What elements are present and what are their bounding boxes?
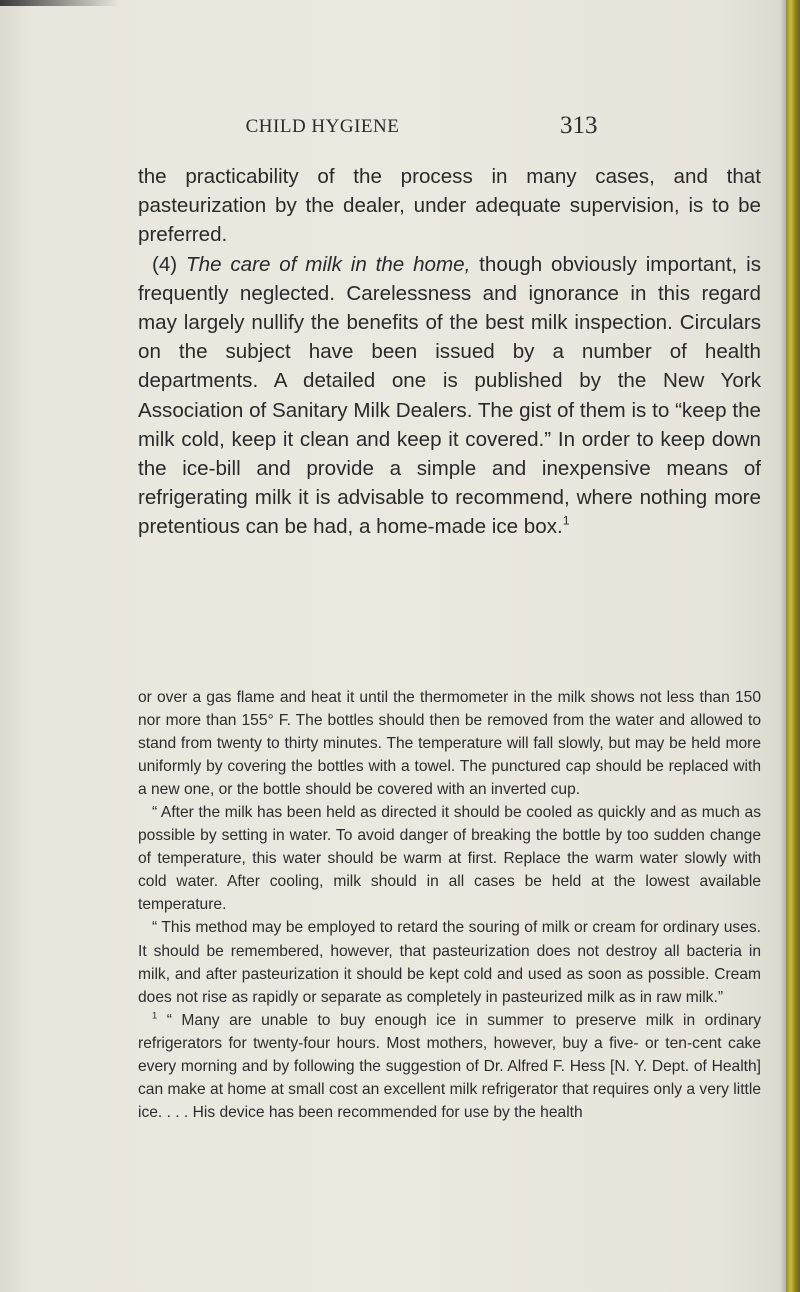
main-text xyxy=(138,162,761,542)
paragraph-2 xyxy=(138,250,761,542)
paragraph-2-number: (4) xyxy=(152,252,178,276)
page-number: 313 xyxy=(560,112,598,139)
footnotes xyxy=(138,686,761,1124)
running-title: CHILD HYGIENE xyxy=(245,116,400,137)
page-header xyxy=(0,112,800,142)
page-edge xyxy=(786,0,800,1292)
footnote-marker: 1 xyxy=(152,1010,158,1021)
footnote-continuation-2: “ After the milk has been held as directed it should be cooled as quickly and as much as possible by setting in water. To avoid danger of breaking the bottle by too sudden change of temperature, this water should be warm at first. Replace the warm water slowly with cold water. After cooling, milk should in all cases be held at the lowest available temperature. xyxy=(138,804,761,914)
scan-shadow xyxy=(0,0,120,6)
footnote-continuation-3: “ This method may be employed to retard the souring of milk or cream for ordinary uses. It should be remembered, however, that pasteurization does not destroy all bacteria in milk, and after pasteurization it should be kept cold and used as soon as possible. Cream does not rise as rapidly or separate as completely in pasteurized milk as in raw milk.” xyxy=(138,919,761,1006)
footnote-continuation-1: or over a gas flame and heat it until the thermometer in the milk shows not less than 150 nor more than 155° F. The bottles should then be removed from the water and allowed to stand from twenty to thirty minutes. The temperature will fall slowly, but may be held more uniformly by covering the bottles with a towel. The punctured cap should be replaced with a new one, or the bottle should be covered with an inverted cup. xyxy=(138,689,761,799)
footnote-1-text: “ Many are unable to buy enough ice in summer to preserve milk in ordinary refrigerators for twenty-four hours. Most mothers, however, buy a five- or ten-cent cake every morning and by following the suggestion of Dr. Alfred F. Hess [N. Y. Dept. of Health] can make at home at small cost an excellent milk refrigerator that requires only a very little ice. . . . His device has been recommended for use by the health xyxy=(138,1011,761,1121)
footnote-1 xyxy=(138,1009,761,1124)
footnote-ref: 1 xyxy=(562,513,570,528)
paragraph-2-text: though obviously important, is frequently neglected. Carelessness and ignorance in this regard may largely nullify the benefits of the best milk inspection. Circulars on the subject have been issued by a number of health departments. A detailed one is published by the New York Association of Sanitary Milk Dealers. The gist of them is to “keep the milk cold, keep it clean and keep it covered.” In order to keep down the ice-bill and provide a simple and inexpensive means of refrigerating milk it is advisable to recommend, where nothing more pretentious can be had, a home-made ice box. xyxy=(138,252,761,539)
paragraph-2-title: The care of milk in the home, xyxy=(186,252,471,276)
paragraph-1: the practicability of the process in many cases, and that pasteurization by the dealer, under adequate supervision, is to be preferred. xyxy=(138,165,761,247)
